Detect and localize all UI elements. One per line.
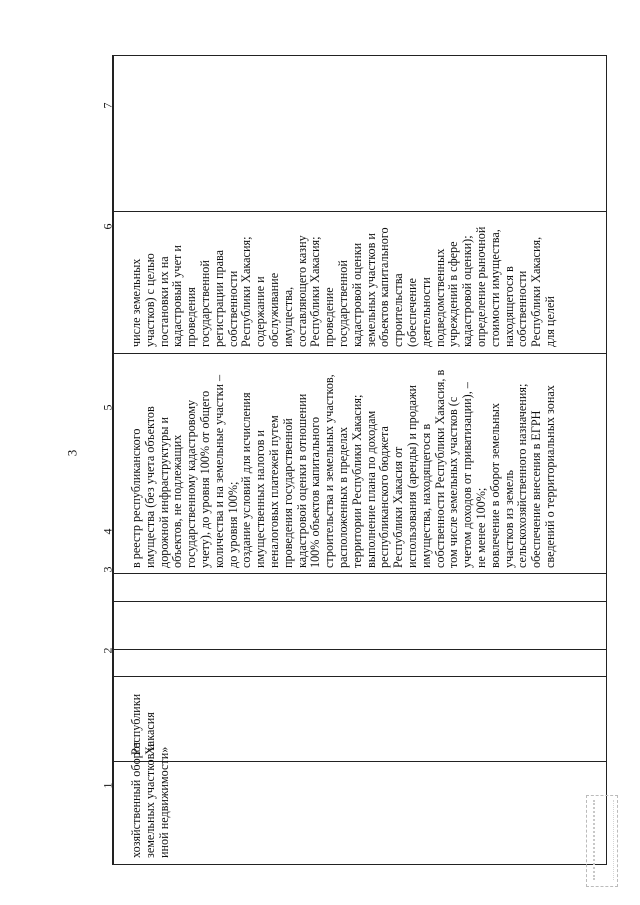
column-6-text — [130, 227, 558, 347]
text-line: обслуживание — [266, 272, 281, 347]
text-line: учреждений в сфере — [446, 241, 461, 347]
text-line: не менее 100%; — [473, 487, 488, 568]
row-divider-3-2 — [113, 649, 606, 650]
text-line: том числе земельных участков (с — [446, 396, 461, 568]
text-line: вовлечение в оборот земельных — [487, 403, 502, 568]
column-header-5: 5 — [100, 404, 115, 411]
text-line: хозяйственный оборот — [129, 740, 143, 858]
text-line: кадастровый учет и — [170, 245, 185, 347]
text-line: участков из земель — [501, 470, 516, 568]
text-line: государственной — [197, 260, 212, 347]
text-line: до уровня 100%; — [225, 481, 240, 568]
text-line: Республики Хакасия; — [308, 236, 323, 347]
text-line: количества и на земельные участки – — [211, 374, 226, 568]
text-line: дорожной инфраструктуры и — [156, 416, 171, 568]
column-header-4: 4 — [100, 528, 115, 535]
text-line: деятельности — [418, 277, 433, 347]
text-line: имущества (без учета объектов — [142, 406, 157, 568]
row-divider-2-1 — [113, 761, 606, 762]
text-line: собственности — [225, 270, 240, 347]
row-divider-6-5 — [113, 353, 606, 354]
text-line: территории Республики Хакасия; — [349, 394, 364, 568]
text-line: определение рыночной — [473, 226, 488, 347]
text-line: государственному кадастровому — [184, 399, 199, 568]
text-line: кадастровой оценки — [349, 242, 364, 347]
text-line: Республики Хакасия от — [391, 446, 406, 568]
text-line: учету), до уровня 100% от общего — [197, 390, 212, 568]
column-1-text — [130, 741, 171, 858]
text-line: создание условий для исчисления — [239, 392, 254, 568]
text-line: кадастровой оценки); — [460, 235, 475, 347]
row-divider-5-4 — [113, 573, 606, 574]
text-line: имущества, находящегося в — [418, 423, 433, 568]
text-line: собственности — [515, 270, 530, 347]
text-line: неналоговых платежей путем — [266, 415, 281, 568]
text-line: обеспечение внесения в ЕГРН — [529, 410, 544, 568]
column-2-text — [130, 694, 158, 755]
text-line: земельных участков и — [363, 233, 378, 347]
text-line: проведения государственной — [280, 418, 295, 568]
column-header-2: 2 — [100, 647, 115, 654]
text-line: содержание и — [253, 276, 268, 347]
text-line: участков) с целью — [142, 253, 157, 347]
text-line: государственной — [335, 260, 350, 347]
row-divider-7-6 — [113, 211, 606, 212]
text-line: имущества, — [280, 286, 295, 347]
column-header-1: 1 — [100, 782, 115, 789]
text-line: постановки их на — [156, 256, 171, 347]
text-line: в реестр республиканского — [129, 428, 143, 568]
text-line: проведение — [322, 287, 337, 347]
text-line: кадастровой оценки в отношении — [294, 393, 309, 568]
text-line: объектов капитального — [377, 227, 392, 347]
text-line: строительства и земельных участков, — [322, 374, 337, 568]
text-line: земельных участков и — [142, 744, 157, 858]
text-line: использования (аренды) и продажи — [404, 384, 419, 568]
text-line: числе земельных — [129, 258, 143, 347]
column-5-text — [130, 370, 558, 568]
text-line: иной недвижимости» — [156, 746, 171, 858]
page-number: 3 — [64, 449, 80, 457]
table-left-edge — [113, 56, 114, 864]
text-line: сведений о территориальных зонах — [542, 385, 557, 568]
text-line: для целей — [542, 296, 557, 347]
text-line: Хакасия — [142, 712, 157, 755]
text-line: собственности Республики Хакасия, в — [432, 369, 447, 568]
column-header-6: 6 — [100, 223, 115, 230]
text-line: Республики Хакасия, — [529, 236, 544, 347]
stamp — [586, 795, 618, 887]
header-separator — [113, 676, 606, 677]
text-line: Республики — [129, 693, 143, 755]
row-divider-4-3 — [113, 601, 606, 602]
text-line: 100% объектов капитального — [308, 416, 323, 568]
text-line: подведомственных — [432, 248, 447, 347]
text-line: объектов, не подлежащих — [170, 434, 185, 568]
text-line: выполнение плана по доходам — [363, 410, 378, 568]
text-line: строительства — [391, 273, 406, 347]
text-line: республиканского бюджета — [377, 426, 392, 568]
text-line: проведения — [184, 287, 199, 347]
text-line: находящегося в — [501, 266, 516, 347]
text-line: учетом доходов от приватизации), – — [460, 382, 475, 568]
column-header-7: 7 — [100, 102, 115, 109]
text-line: регистрации права — [211, 249, 226, 347]
text-line: расположенных в пределах — [335, 426, 350, 568]
text-line: имущественных налогов и — [253, 430, 268, 568]
text-line: составляющего казну — [294, 235, 309, 347]
text-line: Республики Хакасия; — [239, 236, 254, 347]
text-line: стоимости имущества, — [487, 229, 502, 347]
column-header-3: 3 — [100, 566, 115, 573]
text-line: (обеспечение — [404, 278, 419, 347]
text-line: сельскохозяйственного назначения; — [515, 383, 530, 568]
